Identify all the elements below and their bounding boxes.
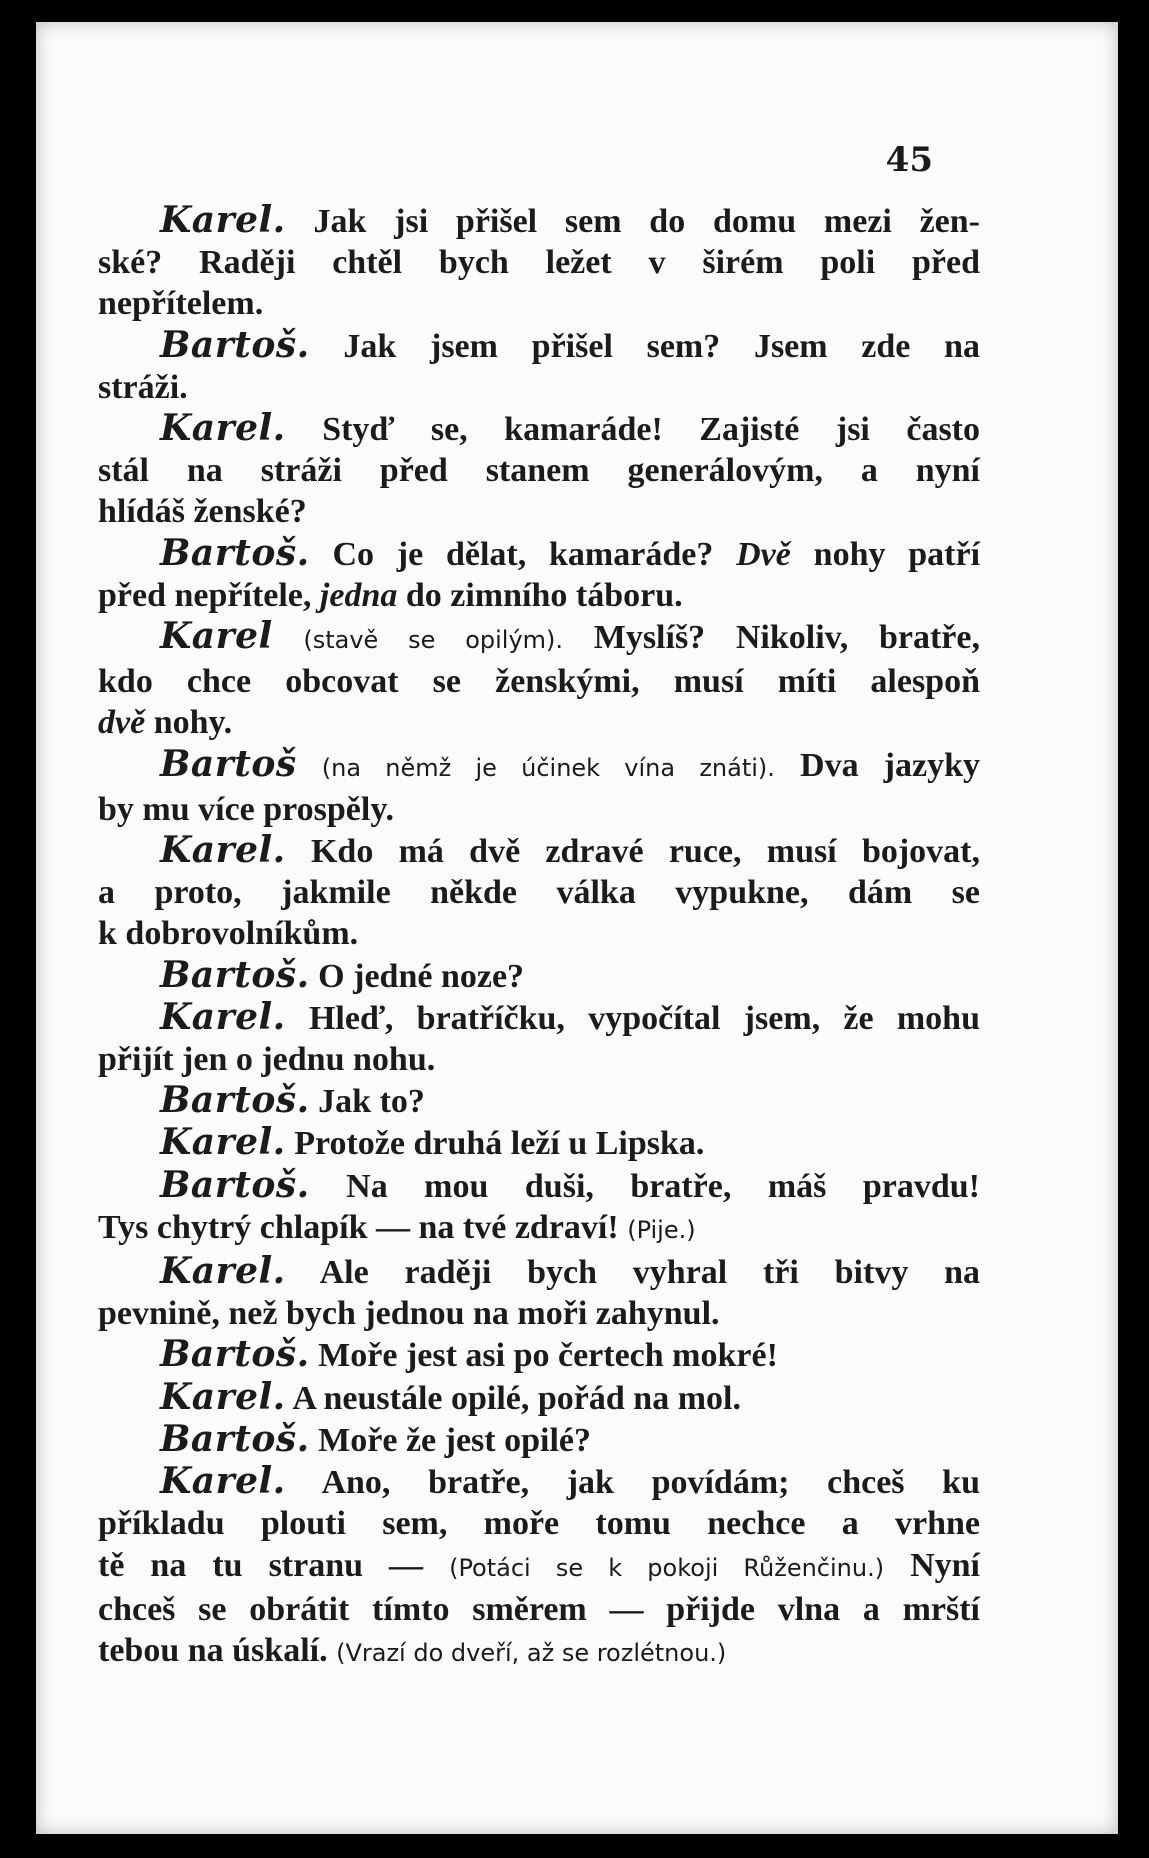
speaker-name: Karel. xyxy=(160,1250,286,1293)
speaker-name: Karel. xyxy=(160,407,286,450)
text-line: Karel (stavě se opilým). Myslíš? Nikoliv, bratře, xyxy=(160,615,980,658)
speaker-name: Bartoš. xyxy=(160,323,310,366)
speaker-name: Karel. xyxy=(160,1121,286,1164)
text-line: příkladu plouti sem, moře tomu nechce a vrhne xyxy=(98,1505,980,1543)
text-line: Karel. Styď se, kamaráde! Zajisté jsi často xyxy=(160,407,981,450)
page-number: 45 xyxy=(885,140,933,180)
text-line: nepřítelem. xyxy=(98,285,264,323)
text-line: Bartoš. O jedné noze? xyxy=(160,953,525,996)
text-line: Karel. A neustále opilé, pořád na mol. xyxy=(160,1375,741,1418)
stage-direction: (Vrazí do dveří, až se rozlétnou.) xyxy=(336,1638,727,1667)
text-line: Bartoš (na němž je účinek vína znáti). Dva jazyky xyxy=(160,742,980,785)
text-line: Bartoš. Jak jsem přišel sem? Jsem zde na xyxy=(160,323,981,366)
speaker-name: Karel. xyxy=(160,1375,286,1418)
text-line: by mu více prospěly. xyxy=(98,790,394,828)
text-line: dvě nohy. xyxy=(98,704,233,742)
text-line: Tys chytrý chlapík — na tvé zdraví! (Pije.) xyxy=(98,1208,696,1246)
speaker-name: Bartoš. xyxy=(160,531,310,574)
text-line: Bartoš. Moře jest asi po čertech mokré! xyxy=(160,1333,778,1376)
stage-direction: (na němž je účinek vína znáti). xyxy=(321,753,775,782)
text-line: přijít jen o jednu nohu. xyxy=(98,1041,436,1079)
text-line: a proto, jakmile někde válka vypukne, dám se xyxy=(98,874,980,912)
text-line: Bartoš. Moře že jest opilé? xyxy=(160,1417,591,1460)
text-line: Karel. Ale raději bych vyhral tři bitvy na xyxy=(160,1250,980,1293)
stage-direction: (Potáci se k pokoji Růženčinu.) xyxy=(449,1553,885,1582)
text-line: Karel. Ano, bratře, jak povídám; chceš ku xyxy=(160,1460,980,1503)
text-line: Karel. Protože druhá leží u Lipska. xyxy=(160,1121,705,1164)
speaker-name: Karel. xyxy=(160,829,286,872)
book-page xyxy=(36,22,1118,1834)
text-line: Karel. Hleď, bratříčku, vypočítal jsem, že mohu xyxy=(160,995,980,1038)
text-line: ské? Raději chtěl bych ležet v širém poli před xyxy=(98,244,980,282)
text-line: chceš se obrátit tímto směrem — přijde vlna a mrští xyxy=(98,1590,980,1628)
speaker-name: Bartoš. xyxy=(160,1163,310,1206)
text-line: Karel. Kdo má dvě zdravé ruce, musí bojovat, xyxy=(160,829,980,872)
text-line: tebou na úskalí. (Vrazí do dveří, až se rozlétnou.) xyxy=(98,1631,727,1669)
stage-direction: (Pije.) xyxy=(627,1215,696,1244)
speaker-name: Karel xyxy=(160,615,273,658)
text-line: před nepřítele, jedna do zimního táboru. xyxy=(98,576,683,614)
speaker-name: Karel. xyxy=(160,995,286,1038)
text-line: kdo chce obcovat se ženskými, musí míti alespoň xyxy=(98,663,980,701)
speaker-name: Bartoš. xyxy=(160,1333,310,1376)
text-line: k dobrovolníkům. xyxy=(98,915,359,953)
stage-direction: (stavě se opilým). xyxy=(303,626,564,655)
text-line: stál na stráži před stanem generálovým, a nyní xyxy=(98,452,980,490)
text-line: Karel. Jak jsi přišel sem do domu mezi žen- xyxy=(160,199,980,241)
speaker-name: Bartoš. xyxy=(160,953,310,996)
speaker-name: Karel. xyxy=(160,1460,286,1503)
speaker-name: Bartoš. xyxy=(160,1079,310,1122)
speaker-name: Bartoš. xyxy=(160,1417,310,1460)
text-line: hlídáš ženské? xyxy=(98,493,307,531)
text-line: Bartoš. Jak to? xyxy=(160,1079,425,1122)
text-line: Bartoš. Co je dělat, kamaráde? Dvě nohy patří xyxy=(160,531,981,574)
dialogue-text xyxy=(98,200,980,1674)
text-line: tě na tu stranu — (Potáci se k pokoji Růženčinu.) Nyní xyxy=(98,1546,981,1584)
text-line: pevnině, než bych jednou na moři zahynul. xyxy=(98,1295,720,1333)
text-line: Bartoš. Na mou duši, bratře, máš pravdu! xyxy=(160,1163,981,1206)
text-line: stráži. xyxy=(98,368,188,406)
speaker-name: Karel. xyxy=(160,199,286,241)
speaker-name: Bartoš xyxy=(160,742,297,785)
